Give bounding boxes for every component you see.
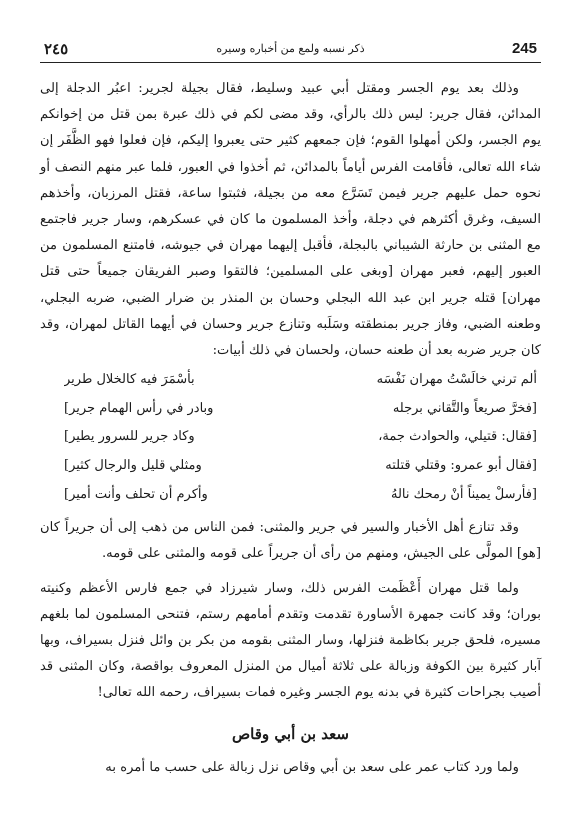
paragraph-gap bbox=[40, 568, 541, 576]
verse-first-hemistich: ألم ترني خالَسْتُ مهران نَفْسَه bbox=[376, 372, 537, 388]
verse-first-hemistich: [فخرَّ صريعاً والتَّقاني برجله bbox=[392, 400, 537, 416]
verse-second-hemistich: وأكرم أن تحلف وأنت أمير] bbox=[64, 486, 208, 502]
page-header bbox=[40, 38, 541, 63]
paragraph: وذلك بعد يوم الجسر ومقتل أبي عبيد وسليط، فقال بجيلة لجرير: اعبُر الدجلة إلى المدائن، فقال جرير: ليس ذلك بالرأي، وقد مضى لكم في ذلك عبرة بمن قتل من إخوانكم يوم الجسر، ولكن أمهلوا القوم؛ فإن جمعهم كثير حتى يعبروا إليكم، فإن فعلوا فهو الظَّفَر إن شاء الله تعالى، فأقامت الفرس أياماً بالمدائن، ثم أخذوا في العبور، فلما عبر منهم النصف أو نحوه حمل عليهم جرير فيمن تَسَرَّع معه من بجيلة، فثبتوا ساعة، فقتل المرزبان، وأخذهم السيف، وغرق أكثرهم في دجلة، وأخذ المسلمون ما كان في عسكرهم، وسار جرير فاجتمع مع المثنى بن حارثة الشيباني بالبجلة، فأقبل إليهما مهران في جيوشه، فامتنع المسلمون من العبور إليهم، فعبر مهران [وبغى على المسلمين؛ فالتقوا وصبر الفريقان جميعاً حتى قتل مهران] قتله جرير ابن عبد الله البجلي وحسان بن المنذر بن ضرار الضبي، ضربه البجلي، وطعنه الضبي، وفاز جرير بمنطقته وسَلَبه وتنازع جرير وحسان في أيهما القاتل لمهران، وقد كان جرير ضربه بعد أن طعنه حسان، ولحسان في ذلك أبيات: bbox=[40, 81, 541, 359]
paragraph: ولما ورد كتاب عمر على سعد بن أبي وقاص نزل زبالة على حسب ما أمره به bbox=[105, 759, 519, 775]
poem-verse bbox=[40, 452, 541, 481]
poem-verse bbox=[40, 395, 541, 424]
verse-second-hemistich: وبادر في رأس الهمام جرير] bbox=[64, 400, 214, 416]
running-title: ذكر نسبه ولمع من أخباره وسيره bbox=[216, 42, 365, 55]
verse-first-hemistich: [فقال: قتيلي، والحوادث جمة، bbox=[378, 429, 537, 445]
verse-first-hemistich: [فأرسلْ يميناً أنْ رمحك نالهُ bbox=[391, 486, 537, 502]
paragraph: ولما قتل مهران أَعْظَمت الفرس ذلك، وسار شيرزاد في جمع فارس الأعظم وكنيته بوران؛ وقد كانت جمهرة الأساورة تقدمت وتقدم أمامهم رستم، فتنحى المسلمون لما بلغهم مسيره، فلحق جرير بكاظمة فنزلها، وسار المثنى بقومه من بكر بن وائل فنزل بسيراف، وبها آبار كثيرة بين الكوفة وزبالة على ثلاثة أميال من المنزل المعروف بواقصة، وكان المثنى قد أصيب بجراحات كثيرة في بدنه يوم الجسر وغيره فمات بسيراف، رحمه الله تعالى! bbox=[40, 580, 541, 701]
verse-second-hemistich: ومثلي قليل والرجال كثير] bbox=[64, 458, 202, 474]
poem-verse bbox=[40, 481, 541, 510]
paragraph: وقد تنازع أهل الأخبار والسير في جرير والمثنى: فمن الناس من ذهب إلى أن جريراً كان [هو] المولَّى على الجيش، ومنهم من رأى أن جريراً على قومه والمثنى على قومه. bbox=[40, 520, 541, 562]
poem-verse bbox=[40, 423, 541, 452]
poem-verse bbox=[40, 366, 541, 395]
poem bbox=[40, 366, 541, 509]
verse-second-hemistich: وكاد جرير للسرور يطير] bbox=[64, 429, 195, 445]
page-number-arabic: ٢٤٥ bbox=[44, 40, 69, 58]
verse-first-hemistich: [فقال أبو عمرو: وقتلي قتلته bbox=[385, 458, 537, 474]
section-heading: سعد بن أبي وقاص bbox=[232, 724, 349, 743]
page-number-latin: 245 bbox=[511, 40, 537, 57]
verse-second-hemistich: بأسْمَرَ فيه كالخلال طرير bbox=[64, 372, 195, 388]
page-body bbox=[40, 76, 541, 781]
